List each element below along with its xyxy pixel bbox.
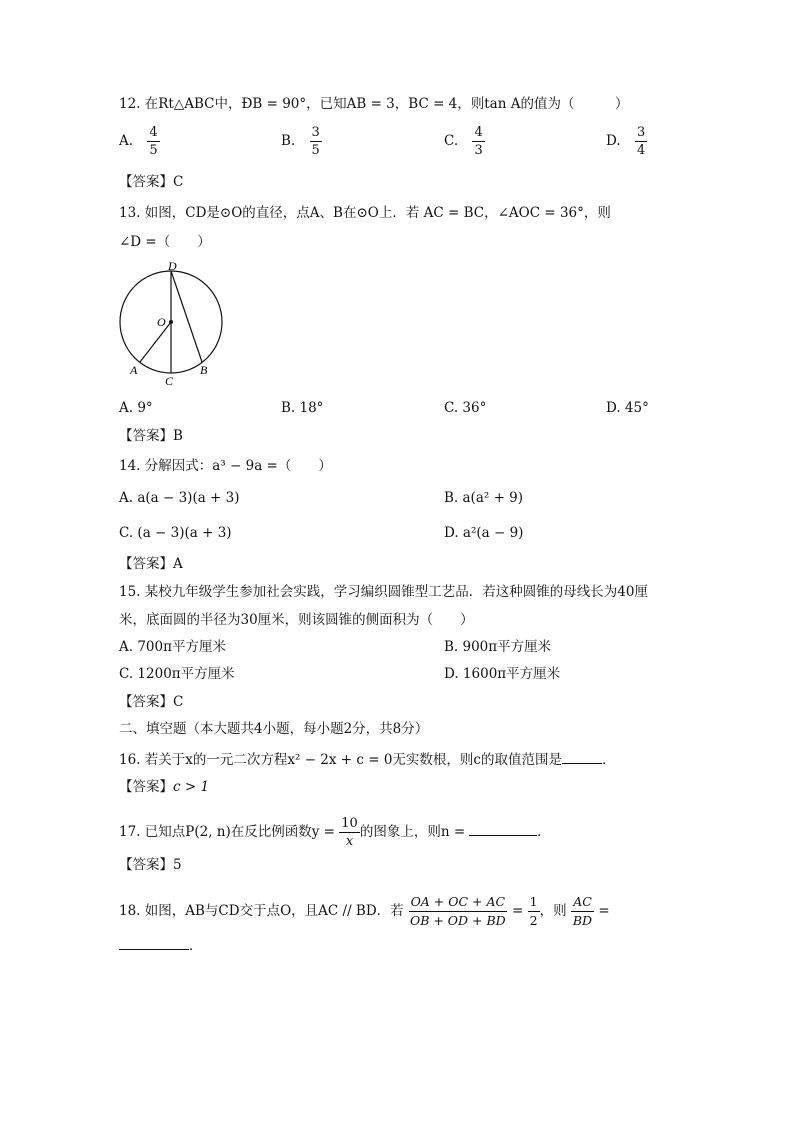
option-letter: D.	[606, 133, 621, 149]
q17-stem	[119, 816, 551, 849]
fraction-one-half	[528, 894, 540, 929]
q14-option-c: C. (a − 3)(a + 3)	[119, 525, 232, 541]
q15-option-a: A. 700π平方厘米	[119, 639, 226, 655]
q18-blank	[119, 935, 189, 950]
denominator: 4	[636, 143, 646, 158]
q13-option-c: C. 36°	[444, 400, 487, 416]
option-letter: C.	[444, 133, 459, 149]
q12-option-a	[119, 125, 160, 158]
denominator: OB + OD + BD	[409, 913, 506, 928]
q12-option-b	[281, 125, 322, 158]
numerator: 10	[341, 816, 358, 831]
q17-blank	[469, 821, 537, 836]
q16-stem	[119, 749, 616, 769]
q12-answer: 【答案】C	[119, 174, 184, 190]
answer-value: c > 1	[173, 779, 210, 795]
fraction	[472, 125, 484, 158]
q14-answer: 【答案】A	[119, 556, 183, 572]
label-d: D	[168, 259, 177, 273]
q17-text-post: 的图象上，则n =	[359, 824, 466, 840]
q15-answer: 【答案】C	[119, 694, 184, 710]
q16-end: ．	[602, 752, 616, 768]
numerator: 4	[474, 125, 483, 140]
answer-value: 5	[173, 857, 182, 873]
equals-sign: =	[598, 903, 610, 919]
q13-stem-line1: 13. 如图，CD是⊙O的直径，点A、B在⊙O上．若 AC = BC，∠AOC = 36°，则	[119, 205, 611, 221]
numerator: 3	[636, 125, 646, 140]
answer-label: 【答案】	[119, 779, 173, 795]
q12-option-d	[606, 125, 647, 158]
q12-option-c	[444, 125, 485, 158]
q14-stem: 14. 分解因式：a³ − 9a =（ ）	[119, 458, 332, 474]
q15-option-b: B. 900π平方厘米	[444, 639, 552, 655]
fraction	[310, 125, 322, 158]
fraction-ac-over-bd	[571, 894, 594, 929]
equals-sign: =	[512, 903, 524, 919]
q18-end: ．	[189, 938, 203, 954]
q18-line2	[119, 935, 203, 955]
circle-figure	[112, 258, 232, 390]
fraction-10-over-x	[339, 816, 360, 849]
q15-stem-line2: 米，底面圆的半径为30厘米，则该圆锥的侧面积为（ ）	[119, 612, 474, 628]
label-a: A	[130, 363, 138, 377]
denominator: x	[345, 834, 354, 849]
q17-answer	[119, 856, 182, 874]
label-o: O	[157, 315, 166, 329]
option-letter: B.	[281, 133, 296, 149]
q12-stem: 12. 在Rt△ABC中，ÐB = 90°，已知AB = 3，BC = 4，则tan A的值为（ ）	[119, 96, 629, 112]
q15-option-d: D. 1600π平方厘米	[444, 666, 561, 682]
q13-option-a: A. 9°	[119, 400, 153, 416]
center-dot	[169, 320, 173, 324]
q17-end: ．	[537, 824, 551, 840]
q13-option-d: D. 45°	[606, 400, 649, 416]
q16-blank	[562, 749, 602, 764]
numerator: AC	[571, 894, 594, 912]
numerator: 4	[149, 125, 158, 140]
q15-stem-line1: 15. 某校九年级学生参加社会实践，学习编织圆锥型工艺品．若这种圆锥的母线长为40厘	[119, 584, 648, 600]
radius-oa	[140, 322, 171, 362]
fraction	[147, 125, 159, 158]
fraction	[635, 125, 647, 158]
answer-label: 【答案】	[119, 857, 173, 873]
option-letter: A.	[119, 133, 134, 149]
q14-option-a: A. a(a − 3)(a + 3)	[119, 490, 240, 506]
denominator: 5	[149, 143, 158, 158]
q13-option-b: B. 18°	[281, 400, 324, 416]
fraction-ratio-sum	[408, 894, 508, 929]
chord-db	[171, 271, 202, 362]
section-2-heading: 二、填空题（本大题共4小题，每小题2分，共8分）	[119, 721, 429, 737]
numerator: OA + OC + AC	[409, 894, 508, 912]
numerator: 1	[528, 894, 540, 912]
q18-text-pre: 18. 如图，AB与CD交于点O，且AC // BD．若	[119, 903, 404, 919]
q13-answer: 【答案】B	[119, 428, 183, 444]
q18-stem	[119, 894, 610, 929]
q17-text-pre: 17. 已知点P(2, n)在反比例函数y =	[119, 824, 335, 840]
denominator: 5	[311, 143, 320, 158]
denominator: 3	[474, 143, 483, 158]
q16-answer	[119, 778, 209, 796]
label-c: C	[165, 374, 174, 388]
q13-stem-line2: ∠D =（ ）	[119, 234, 211, 250]
q14-option-b: B. a(a² + 9)	[444, 490, 524, 506]
q16-text: 16. 若关于x的一元二次方程x² − 2x + c = 0无实数根，则c的取值范围是	[119, 752, 562, 768]
q15-option-c: C. 1200π平方厘米	[119, 666, 235, 682]
denominator: BD	[572, 913, 593, 928]
q14-option-d: D. a²(a − 9)	[444, 525, 524, 541]
numerator: 3	[311, 125, 320, 140]
label-b: B	[200, 363, 208, 377]
q18-text-mid: ，则	[539, 903, 567, 919]
denominator: 2	[529, 913, 538, 928]
